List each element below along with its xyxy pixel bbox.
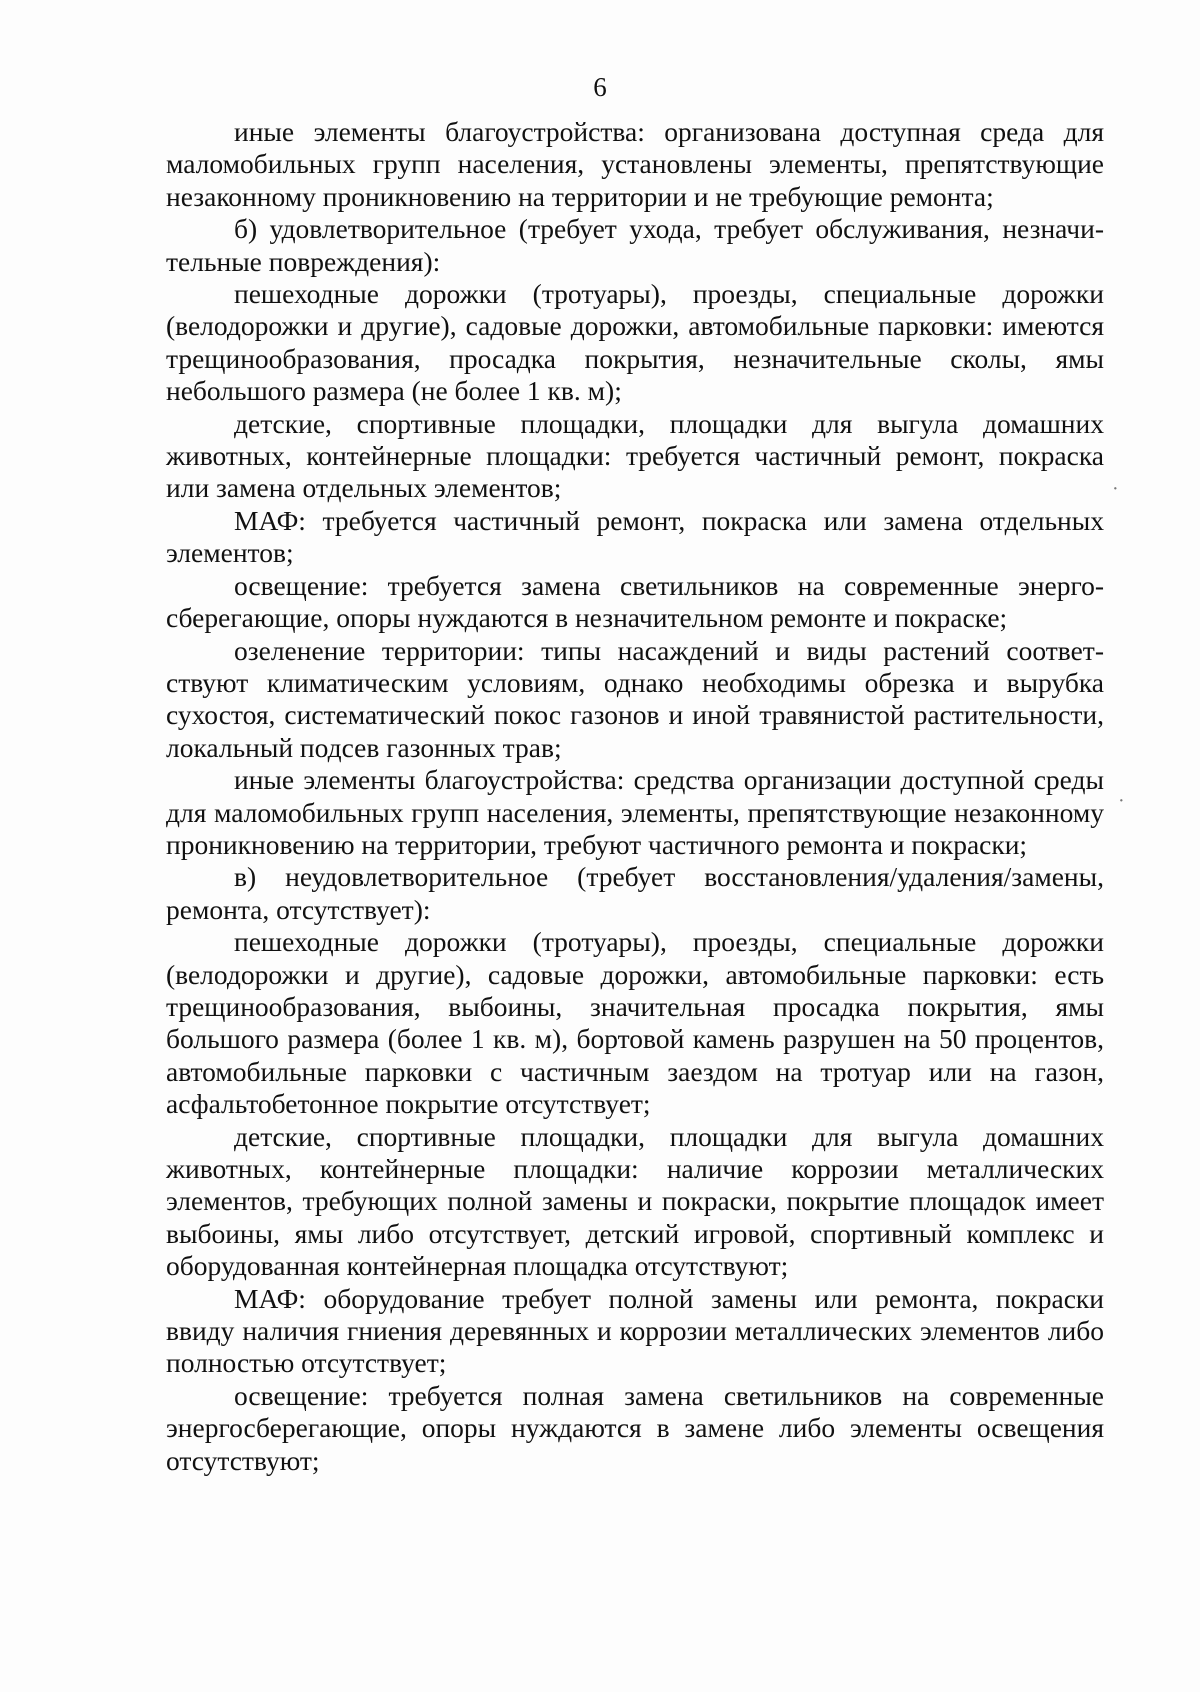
paragraph: пешеходные дорожки (тротуары), проезды, специальные дорожки (велодорожки и другие), садовые дорожки, автомобильные парковки: имеются трещинообразования, просадка покрытия, незначительные сколы, ямы небольшого размера (не более 1 кв. м); — [166, 278, 1104, 407]
paragraph: МАФ: оборудование требует полной замены или ремонта, покраски ввиду наличия гниения деревянных и коррозии металлических элементов либо полностью отсутствует; — [166, 1282, 1104, 1379]
paragraph: пешеходные дорожки (тротуары), проезды, специальные дорожки (велодорожки и другие), садовые дорожки, автомобильные парковки: есть трещинообразования, выбоины, значительная просадка покрытия, ямы большого размера (более 1 кв. м), бортовой камень разрушен на 50 процентов, автомобильные парковки с частичным заездом на тротуар или на газон, асфальтобетонное покрытие отсутствует; — [166, 926, 1104, 1120]
paragraph: иные элементы благоустройства: организована доступная среда для маломобильных групп населения, установлены элементы, препятствующие незаконному проникновению на территории и не требующие ремонта; — [166, 116, 1104, 212]
document-body — [166, 116, 1104, 1477]
paragraph: освещение: требуется полная замена светильников на современные энергосберегающие, опоры нуждаются в замене либо элементы освещения отсутствуют; — [166, 1379, 1104, 1476]
paragraph: б) удовлетворительное (требует ухода, требует обслуживания, незначительные повреждения): — [166, 213, 1104, 277]
paragraph: детские, спортивные площадки, площадки для выгула домашних животных, контейнерные площадки: наличие коррозии металлических элементов, требующих полной замены и покраски, покрытие площадок имеет выбоины, ямы либо отсутствует, детский игровой, спортивный комплекс и оборудованная контейнерная площадка отсутствуют; — [166, 1120, 1104, 1282]
paragraph: в) неудовлетворительное (требует восстановления/удаления/замены, ремонта, отсутствует): — [166, 861, 1104, 925]
paragraph: иные элементы благоустройства: средства организации доступной среды для маломобильных групп населения, элементы, препятствующие незаконному проникновению на территории, требуют частичного ремонта и покраски; — [166, 764, 1104, 860]
paragraph: освещение: требуется замена светильников на современные энергосберегающие, опоры нуждаются в незначительном ремонте и покраске; — [166, 569, 1104, 634]
paragraph: озеленение территории: типы насаждений и виды растений соответствуют климатическим условиям, однако необходимы обрезка и вырубка сухостоя, систематический покос газонов и иной травянистой растительности, локальный подсев газонных трав; — [166, 634, 1104, 763]
paragraph: МАФ: требуется частичный ремонт, покраска или замена отдельных элементов; — [166, 504, 1104, 569]
scan-speck: · — [1118, 790, 1125, 812]
paragraph: детские, спортивные площадки, площадки для выгула домашних животных, контейнерные площадки: требуется частичный ремонт, покраска или замена отдельных элементов; — [166, 407, 1104, 504]
scan-speck: · — [1112, 478, 1119, 500]
page-number: 6 — [593, 72, 607, 102]
